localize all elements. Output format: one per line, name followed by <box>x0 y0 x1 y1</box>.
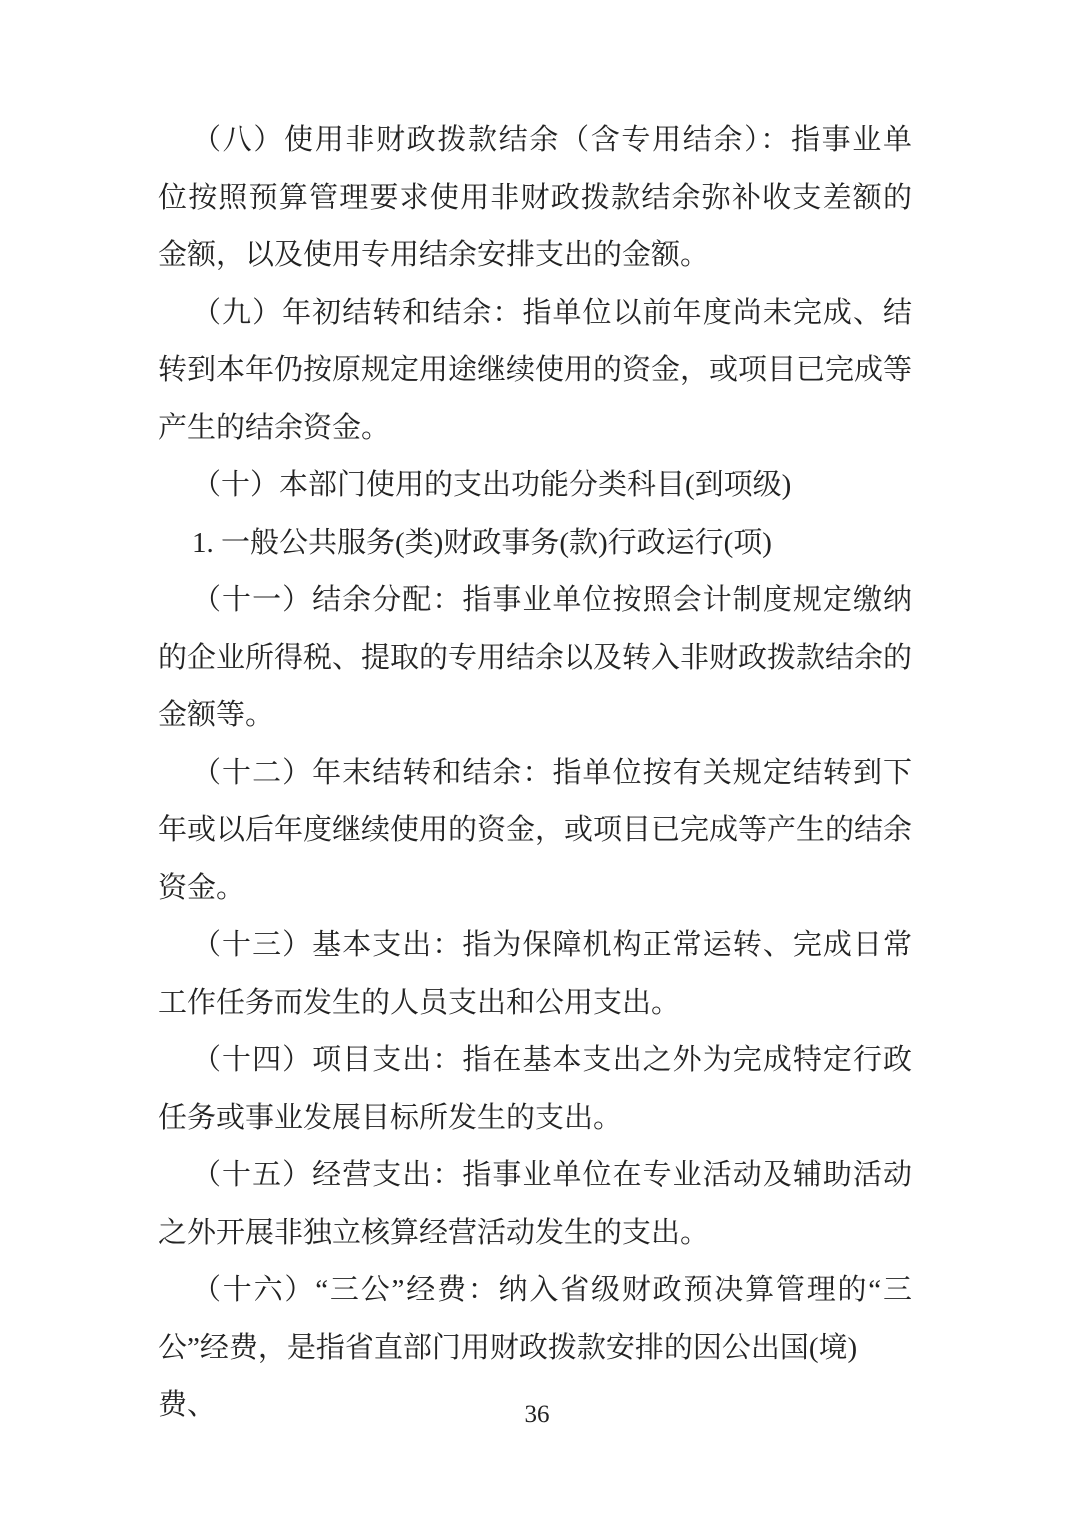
text-line: 工作任务而发生的人员支出和公用支出。 <box>158 986 681 1019</box>
text-line: （十）本部门使用的支出功能分类科目(到项级) <box>192 469 792 501</box>
text-line: 年或以后年度继续使用的资金，或项目已完成等产生的结余 <box>158 814 913 846</box>
para-10-expenditure-function-classification <box>158 457 912 515</box>
para-12-year-end-carryover-and-surplus <box>158 745 912 918</box>
page-number: 36 <box>524 1401 550 1428</box>
text-line: （十六）“三公”经费：纳入省级财政预决算管理的“三 <box>192 1274 912 1306</box>
text-line: 公”经费，是指省直部门用财政拨款安排的因公出国(境)费、 <box>158 1331 858 1421</box>
text-line: 金额，以及使用专用结余安排支出的金额。 <box>158 239 710 271</box>
text-line: 的企业所得税、提取的专用结余以及转入非财政拨款结余的 <box>158 641 913 674</box>
text-line: （八）使用非财政拨款结余（含专用结余）：指事业单 <box>192 124 912 156</box>
text-line: （十四）项目支出：指在基本支出之外为完成特定行政 <box>192 1044 912 1076</box>
text-line: 1. 一般公共服务(类)财政事务(款)行政运行(项) <box>192 526 772 559</box>
text-line: 金额等。 <box>158 699 275 731</box>
text-line: 之外开展非独立核算经营活动发生的支出。 <box>158 1216 710 1249</box>
text-line: 资金。 <box>158 871 246 904</box>
text-line: （九）年初结转和结余：指单位以前年度尚未完成、结 <box>192 296 912 329</box>
text-line: 任务或事业发展目标所发生的支出。 <box>158 1101 623 1134</box>
text-line: 位按照预算管理要求使用非财政拨款结余弥补收支差额的 <box>158 181 912 214</box>
item-1-general-public-services <box>158 515 912 573</box>
para-9-beginning-of-year-carryover-and-surplus <box>158 285 912 458</box>
text-line: （十二）年末结转和结余：指单位按有关规定结转到下 <box>192 756 912 789</box>
text-line: （十三）基本支出：指为保障机构正常运转、完成日常 <box>192 929 912 961</box>
para-8-use-of-non-fiscal-appropriation-carryover <box>158 112 912 285</box>
para-13-basic-expenditure <box>158 917 912 1032</box>
para-15-operating-expenditure <box>158 1147 912 1262</box>
text-line: 转到本年仍按原规定用途继续使用的资金，或项目已完成等 <box>158 354 913 386</box>
text-line: 产生的结余资金。 <box>158 411 391 444</box>
para-14-project-expenditure <box>158 1032 912 1147</box>
text-line: （十一）结余分配：指事业单位按照会计制度规定缴纳 <box>192 584 912 616</box>
text-line: （十五）经营支出：指事业单位在专业活动及辅助活动 <box>192 1159 912 1191</box>
para-11-surplus-distribution <box>158 572 912 745</box>
